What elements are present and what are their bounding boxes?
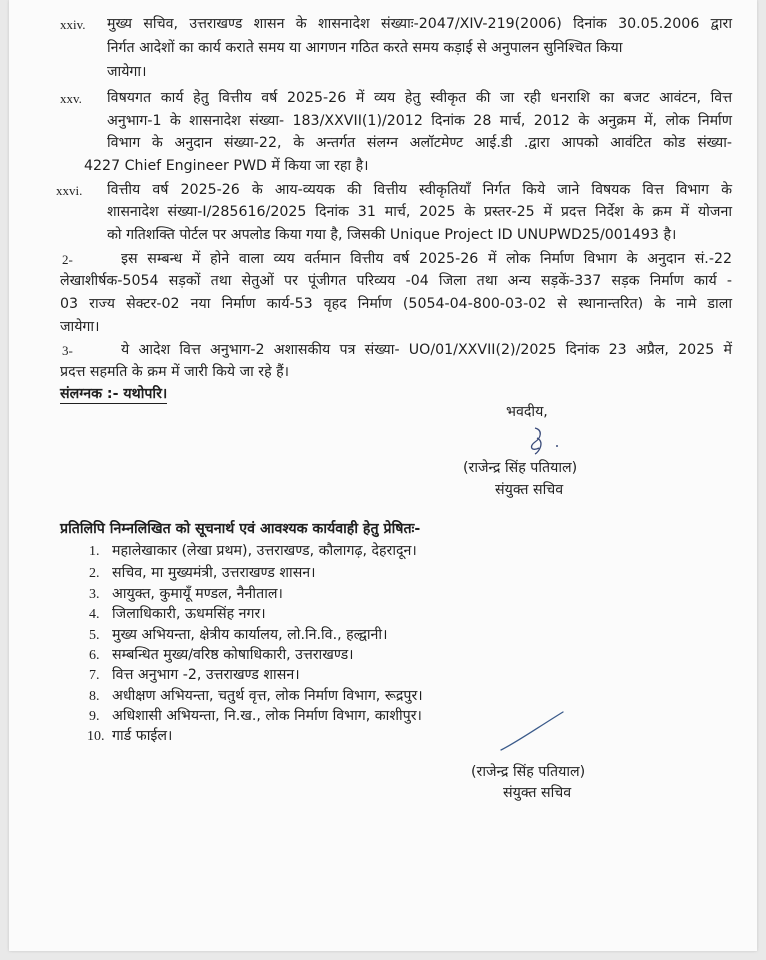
closing-salutation: भवदीय, <box>506 404 548 420</box>
signatory-name: (राजेन्द्र सिंह पतियाल) <box>463 460 578 476</box>
paragraph-number: 2- <box>62 252 73 267</box>
copy-item: अधीक्षण अभियन्ता, चतुर्थ वृत्त, लोक निर्माण विभाग, रूद्रपुर। <box>112 688 423 704</box>
copy-item-number: 6. <box>89 648 100 663</box>
clause-line: निर्गत आदेशों का कार्य कराते समय या आगणन गठित करते समय कड़ाई से अनुपालन सुनिश्चित किया <box>107 40 623 56</box>
clause-line: शासनादेश संख्या-I/285616/2025 दिनांक 31 मार्च, 2025 के प्रस्तर-25 में प्रदत्त निर्देश के क्रम में योजना <box>107 204 732 220</box>
clause-line: जायेगा। <box>107 64 147 80</box>
signatory-designation: संयुक्त सचिव <box>495 482 564 498</box>
paragraph-line: जायेगा। <box>60 319 100 335</box>
signatory-designation: संयुक्त सचिव <box>503 785 572 801</box>
clause-number: xxiv. <box>60 17 86 32</box>
copy-item: सचिव, मा मुख्यमंत्री, उत्तराखण्ड शासन। <box>112 565 316 581</box>
paragraph-line: इस सम्बन्ध में होने वाला व्यय वर्तमान वित्तीय वर्ष 2025-26 में लोक निर्माण विभाग के अनुदान सं.-22 <box>121 251 732 267</box>
copy-item: आयुक्त, कुमायूँ मण्डल, नैनीताल। <box>112 586 283 602</box>
copy-item: वित्त अनुभाग -2, उत्तराखण्ड शासन। <box>112 667 300 683</box>
clause-line: अनुभाग-1 के शासनादेश संख्या- 183/XXVII(1)/2012 दिनांक 28 मार्च, 2012 के अनुक्रम में, लोक निर्माण <box>107 113 732 129</box>
copy-item-number: 1. <box>89 544 100 559</box>
signatory-name: (राजेन्द्र सिंह पतियाल) <box>471 764 586 780</box>
clause-line: को गतिशक्ति पोर्टल पर अपलोड किया गया है, जिसकी Unique Project ID UNUPWD25/001493 है। <box>107 227 677 243</box>
signature-initials <box>517 424 577 458</box>
copy-item: अधिशासी अभियन्ता, नि.ख., लोक निर्माण विभाग, काशीपुर। <box>112 708 422 724</box>
copy-item-number: 10. <box>87 729 105 744</box>
copy-heading: प्रतिलिपि निम्नलिखित को सूचनार्थ एवं आवश्यक कार्यवाही हेतु प्रेषितः- <box>60 521 421 537</box>
copy-item-number: 2. <box>89 566 100 581</box>
paragraph-line: 03 राज्य सेक्टर-02 नया निर्माण कार्य-53 वृहद निर्माण (5054-04-800-03-02 से स्थानान्तरित) के नामे डाला <box>60 296 732 312</box>
clause-line: 4227 Chief Engineer PWD में किया जा रहा है। <box>84 158 369 174</box>
copy-item-number: 8. <box>89 689 100 704</box>
paragraph-line: ये आदेश वित्त अनुभाग-2 अशासकीय पत्र संख्या- UO/01/XXVII(2)/2025 दिनांक 23 अप्रैल, 2025 में <box>121 342 732 358</box>
copy-item-number: 5. <box>89 628 100 643</box>
copy-item: जिलाधिकारी, ऊधमसिंह नगर। <box>112 606 266 622</box>
signature-stroke <box>497 708 567 754</box>
copy-item-number: 4. <box>89 607 100 622</box>
paragraph-line: लेखाशीर्षक-5054 सड़कों तथा सेतुओं पर पूंजीगत परिव्यय -04 जिला तथा अन्य सड़कें-337 सड़क निर्माण कार्य - <box>60 273 732 289</box>
copy-item: गार्ड फाईल। <box>112 728 173 744</box>
clause-line: विभाग के अनुदान संख्या-22, के अन्तर्गत संलग्न अलॉटमेण्ट आई.डी .द्वारा आपको आवंटित कोड संख्या- <box>107 135 732 151</box>
clause-line: विषयगत कार्य हेतु वित्तीय वर्ष 2025-26 में व्यय हेतु स्वीकृत की जा रही धनराशि का बजट आवंटन, वित्त <box>107 90 732 106</box>
clause-number: xxv. <box>60 91 82 106</box>
clause-line: मुख्य सचिव, उत्तराखण्ड शासन के शासनादेश संख्याः-2047/XIV-219(2006) दिनांक 30.05.2006 द्वारा <box>107 16 732 32</box>
copy-item-number: 9. <box>89 709 100 724</box>
copy-item-number: 7. <box>89 668 100 683</box>
copy-item: मुख्य अभियन्ता, क्षेत्रीय कार्यालय, लो.नि.वि., हल्द्वानी। <box>112 627 388 643</box>
clause-number: xxvi. <box>56 183 83 198</box>
document-page <box>9 0 757 951</box>
copy-item: सम्बन्धित मुख्य/वरिष्ठ कोषाधिकारी, उत्तराखण्ड। <box>112 647 354 663</box>
enclosure-note: संलग्नक :- यथोपरि। <box>60 386 168 402</box>
paragraph-number: 3- <box>62 343 73 358</box>
paragraph-line: प्रदत्त सहमति के क्रम में जारी किये जा रहे हैं। <box>60 364 290 380</box>
clause-line: वित्तीय वर्ष 2025-26 के आय-व्ययक की वित्तीय स्वीकृतियाँ निर्गत किये जाने विषयक वित्त विभाग के <box>107 182 732 198</box>
copy-item-number: 3. <box>89 587 100 602</box>
copy-item: महालेखाकार (लेखा प्रथम), उत्तराखण्ड, कौलागढ़, देहरादून। <box>112 543 417 559</box>
